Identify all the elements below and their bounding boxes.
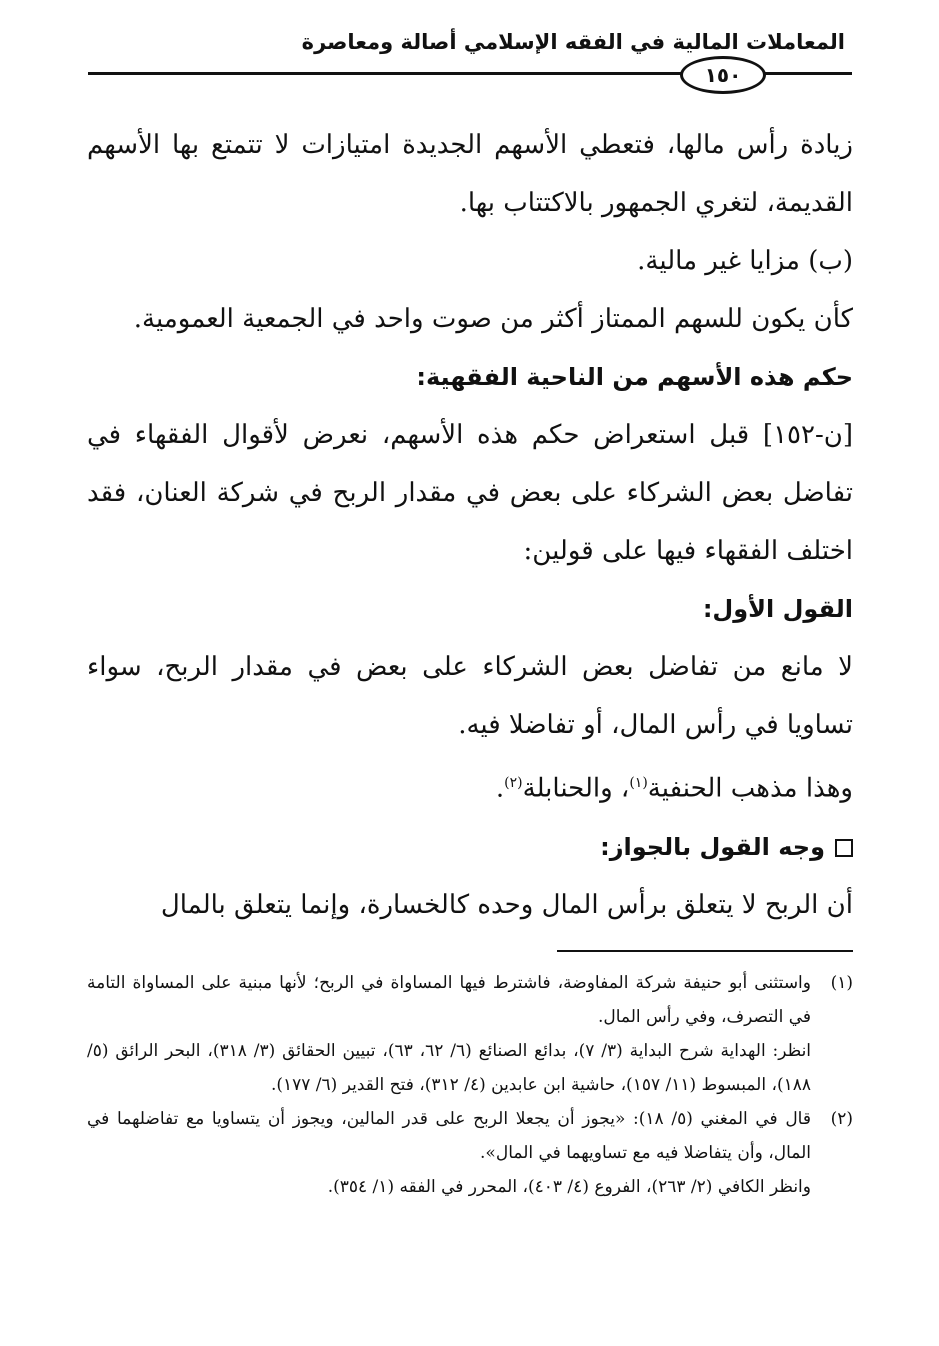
section-heading: القول الأول: (702, 595, 853, 623)
footnote-text: قال في المغني (٥/ ١٨): «يجوز أن يجعلا الربح على قدر المالين، ويجوز أن يتساويا مع تفاضلهما في المال، وأن يتفاضلا فيه مع تساويهما في المال». (87, 1109, 811, 1163)
footnote-number: (٢) (830, 1109, 853, 1129)
running-header-title: المعاملات المالية في الفقه الإسلامي أصالة ومعاصرة (301, 30, 845, 54)
footnote-number: (١) (830, 973, 853, 993)
main-text (87, 116, 853, 934)
footnote-rule (557, 950, 853, 952)
footnote-1 (87, 966, 853, 1034)
footnote-references: وانظر الكافي (٢/ ٢٦٣)، الفروع (٤/ ٤٠٣)، المحرر في الفقه (١/ ٣٥٤). (327, 1177, 811, 1197)
paragraph: [ن-١٥٢] قبل استعراض حكم هذه الأسهم، نعرض لأقوال الفقهاء في تفاضل بعض الشركاء على بعض في مقدار الربح في شركة العنان، فقد اختلف الفقهاء فيها على قولين: (87, 420, 853, 566)
footnotes (87, 966, 853, 1204)
paragraph: أن الربح لا يتعلق برأس المال وحده كالخسارة، وإنما يتعلق بالمال (160, 889, 853, 920)
checkbox-square-icon (835, 839, 853, 857)
text-run: . (495, 773, 505, 804)
text-run: ، والحنابلة (522, 773, 630, 804)
footnote-references: انظر: الهداية شرح البداية (٣/ ٧)، بدائع الصنائع (٦/ ٦٢، ٦٣)، تبيين الحقائق (٣/ ٣١٨)، البحر الرائق (٥/ ١٨٨)، المبسوط (١١/ ١٥٧)، حاشية ابن عابدين (٤/ ٣١٢)، فتح القدير (٦/ ١٧٧). (87, 1041, 812, 1095)
paragraph: (ب) مزايا غير مالية. (637, 246, 853, 276)
paragraph (87, 754, 853, 818)
paragraph: لا مانع من تفاضل بعض الشركاء على بعض في مقدار الربح، سواء تساويا في رأس المال، أو تفاضلا فيه. (87, 652, 853, 740)
footnote-text: واستثنى أبو حنيفة شركة المفاوضة، فاشترط فيها المساواة في الربح؛ لأنها مبنية على المساواة التامة في التصرف، وفي رأس المال. (87, 973, 811, 1027)
footnote-2 (87, 1102, 853, 1170)
heading-text: وجه القول بالجواز: (600, 832, 825, 861)
section-heading (87, 818, 853, 876)
footnote-ref: (٢) (504, 775, 523, 791)
section-heading: حكم هذه الأسهم من الناحية الفقهية: (416, 363, 853, 391)
page-number-badge: ١٥٠ (680, 56, 766, 94)
text-run: وهذا مذهب الحنفية (647, 773, 853, 804)
paragraph: كأن يكون للسهم الممتاز أكثر من صوت واحد في الجمعية العمومية. (133, 304, 853, 334)
paragraph: زيادة رأس مالها، فتعطي الأسهم الجديدة امتيازات لا تتمتع بها الأسهم القديمة، لتغري الجمهور بالاكتتاب بها. (87, 130, 853, 218)
footnote-ref: (١) (629, 775, 648, 791)
